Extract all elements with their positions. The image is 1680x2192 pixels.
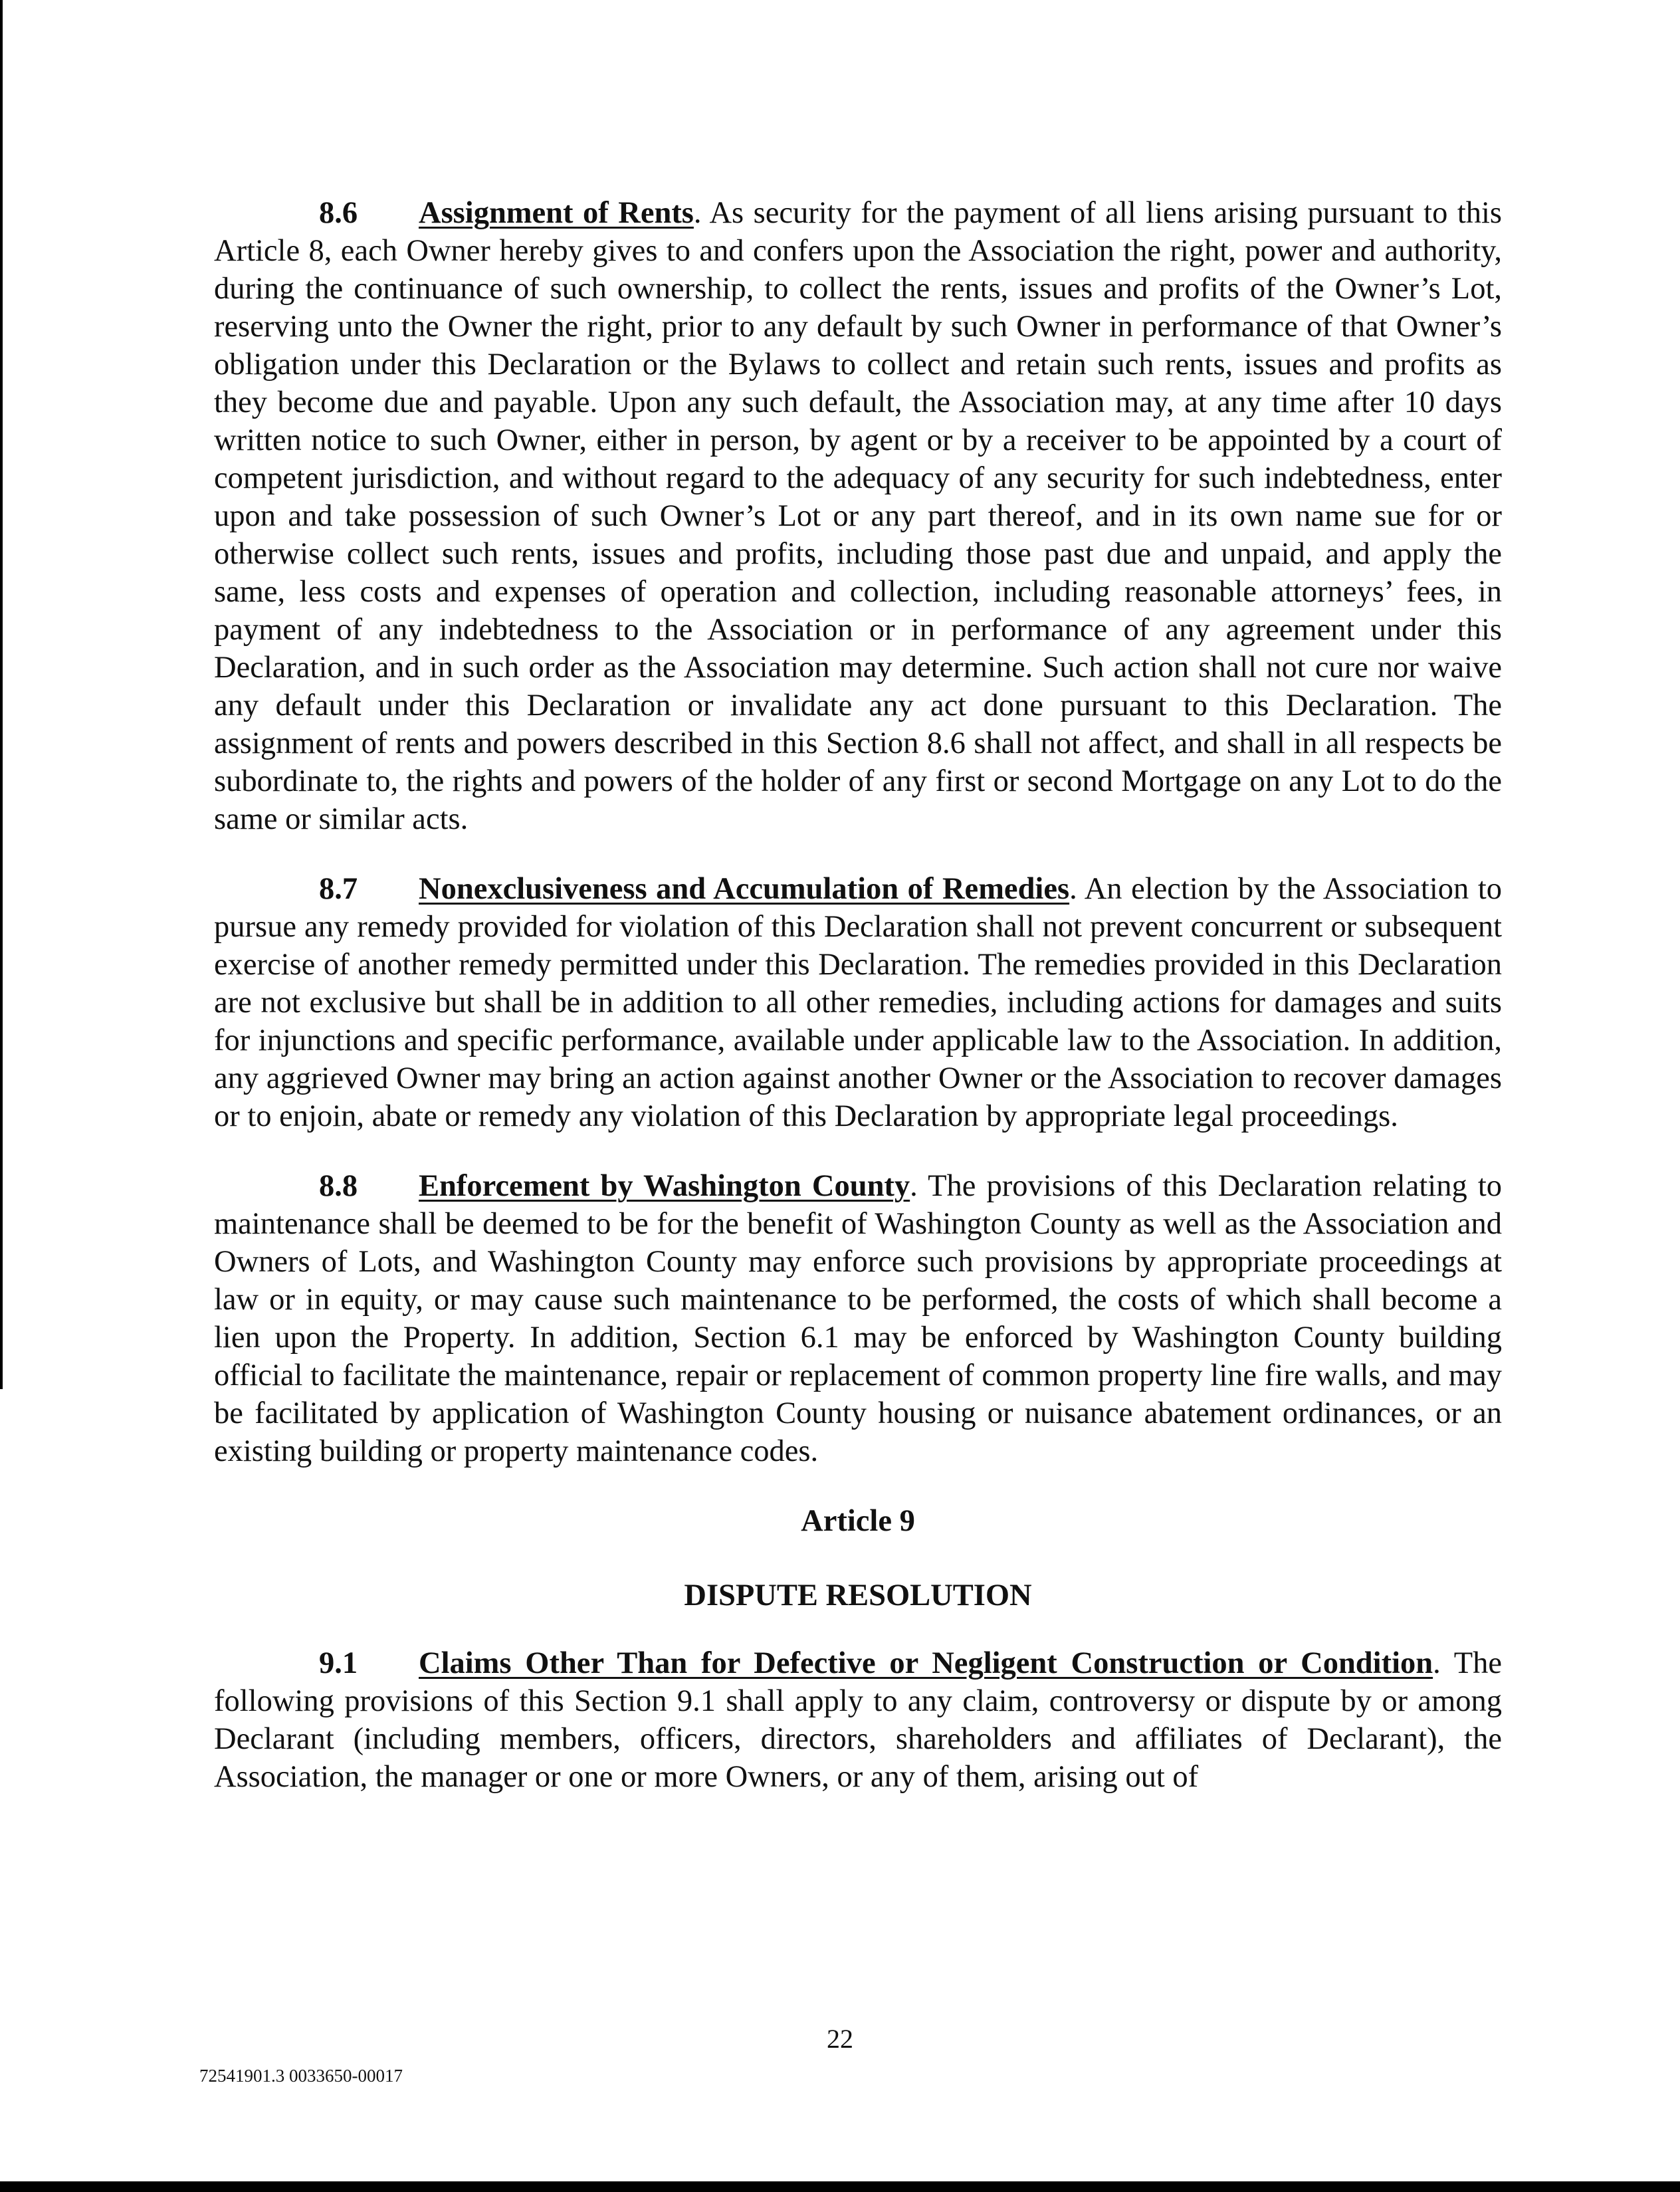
section-number: 8.6 bbox=[319, 196, 358, 230]
section-title: Nonexclusiveness and Accumulation of Remedies bbox=[419, 872, 1070, 906]
page-scan-edge-left bbox=[0, 0, 3, 1389]
section-title: Assignment of Rents bbox=[419, 196, 694, 230]
section-number: 9.1 bbox=[319, 1646, 358, 1680]
section-8-7: 8.7 Nonexclusiveness and Accumulation of Remedies. An election by the Association to pursue any remedy provided for violation of this Declaration shall not prevent concurrent or subsequent exercise of another remedy permitted under this Declaration. The remedies provided in this Declaration are not exclusive but shall be in addition to all other remedies, including actions for damages and suits for injunctions and specific performance, available under applicable law to the Association. In addition, any aggrieved Owner may bring an action against another Owner or the Association to recover damages or to enjoin, abate or remedy any violation of this Declaration by appropriate legal proceedings. bbox=[214, 870, 1502, 1135]
section-text: As security for the payment of all liens arising pursuant to this Article 8, each Owner hereby gives to and confers upon the Association the right, power and authority, during the continuance of such ownership, to collect the rents, issues and profits of the Owner’s Lot, reserving unto the Owner the right, prior to any default by such Owner in performance of that Owner’s obligation under this Declaration or the Bylaws to collect and retain such rents, issues and profits as they become due and payable. Upon any such default, the Association may, at any time after 10 days written notice to such Owner, either in person, by agent or by a receiver to be appointed by a court of competent jurisdiction, and without regard to the adequacy of any security for such indebtedness, enter upon and take possession of such Owner’s Lot or any part thereof, and in its own name sue for or otherwise collect such rents, issues and profits, including those past due and unpaid, and apply the same, less costs and expenses of operation and collection, including reasonable attorneys’ fees, in payment of any indebtedness to the Association or in performance of any agreement under this Declaration, and in such order as the Association may determine. Such action shall not cure nor waive any default under this Declaration or invalidate any act done pursuant to this Declaration. The assignment of rents and powers described in this Section 8.6 shall not affect, and shall in all respects be subordinate to, the rights and powers of the holder of any first or second Mortgage on any Lot to do the same or similar acts. bbox=[214, 196, 1502, 836]
article-title: DISPUTE RESOLUTION bbox=[684, 1579, 1032, 1612]
section-title: Claims Other Than for Defective or Negligent Construction or Condition bbox=[419, 1646, 1433, 1680]
section-number: 8.7 bbox=[319, 872, 358, 906]
document-id: 72541901.3 0033650-00017 bbox=[199, 2066, 403, 2086]
section-text: An election by the Association to pursue any remedy provided for violation of this Declaration shall not prevent concurrent or subsequent exercise of another remedy permitted under this Declaration. The remedies provided in this Declaration are not exclusive but shall be in addition to all other remedies, including actions for damages and suits for injunctions and specific performance, available under applicable law to the Association. In addition, any aggrieved Owner may bring an action against another Owner or the Association to recover damages or to enjoin, abate or remedy any violation of this Declaration by appropriate legal proceedings. bbox=[214, 872, 1502, 1133]
section-title: Enforcement by Washington County bbox=[419, 1169, 910, 1203]
page-scan-edge-bottom bbox=[0, 2181, 1680, 2192]
section-9-1: 9.1 Claims Other Than for Defective or Negligent Construction or Condition. The following provisions of this Section 9.1 shall apply to any claim, controversy or dispute by or among Declarant (including members, officers, directors, shareholders and affiliates of Declarant), the Association, the manager or one or more Owners, or any of them, arising out of bbox=[214, 1644, 1502, 1796]
section-number: 8.8 bbox=[319, 1169, 358, 1203]
section-text: The provisions of this Declaration relating to maintenance shall be deemed to be for the benefit of Washington County as well as the Association and Owners of Lots, and Washington County may enforce such provisions by appropriate proceedings at law or in equity, or may cause such maintenance to be performed, the costs of which shall become a lien upon the Property. In addition, Section 6.1 may be enforced by Washington County building official to facilitate the maintenance, repair or replacement of common property line fire walls, and may be facilitated by application of Washington County housing or nuisance abatement ordinances, or an existing building or property maintenance codes. bbox=[214, 1169, 1503, 1468]
section-8-6: 8.6 Assignment of Rents. As security for the payment of all liens arising pursuant to this Article 8, each Owner hereby gives to and confers upon the Association the right, power and authority, during the continuance of such ownership, to collect the rents, issues and profits of the Owner’s Lot, reserving unto the Owner the right, prior to any default by such Owner in performance of that Owner’s obligation under this Declaration or the Bylaws to collect and retain such rents, issues and profits as they become due and payable. Upon any such default, the Association may, at any time after 10 days written notice to such Owner, either in person, by agent or by a receiver to be appointed by a court of competent jurisdiction, and without regard to the adequacy of any security for such indebtedness, enter upon and take possession of such Owner’s Lot or any part thereof, and in its own name sue for or otherwise collect such rents, issues and profits, including those past due and unpaid, and apply the same, less costs and expenses of operation and collection, including reasonable attorneys’ fees, in payment of any indebtedness to the Association or in performance of any agreement under this Declaration, and in such order as the Association may determine. Such action shall not cure nor waive any default under this Declaration or invalidate any act done pursuant to this Declaration. The assignment of rents and powers described in this Section 8.6 shall not affect, and shall in all respects be subordinate to, the rights and powers of the holder of any first or second Mortgage on any Lot to do the same or similar acts. bbox=[214, 194, 1502, 838]
page-number: 22 bbox=[827, 2024, 853, 2054]
document-body bbox=[214, 194, 1502, 1828]
article-number: Article 9 bbox=[801, 1504, 915, 1538]
section-text: The following provisions of this Section 9.1 shall apply to any claim, controversy or dispute by or among Declarant (including members, officers, directors, shareholders and affiliates of Declarant), the Association, the manager or one or more Owners, or any of them, arising out of bbox=[214, 1646, 1502, 1794]
section-8-8: 8.8 Enforcement by Washington County. The provisions of this Declaration relating to maintenance shall be deemed to be for the benefit of Washington County as well as the Association and Owners of Lots, and Washington County may enforce such provisions by appropriate proceedings at law or in equity, or may cause such maintenance to be performed, the costs of which shall become a lien upon the Property. In addition, Section 6.1 may be enforced by Washington County building official to facilitate the maintenance, repair or replacement of common property line fire walls, and may be facilitated by application of Washington County housing or nuisance abatement ordinances, or an existing building or property maintenance codes. bbox=[214, 1167, 1502, 1470]
